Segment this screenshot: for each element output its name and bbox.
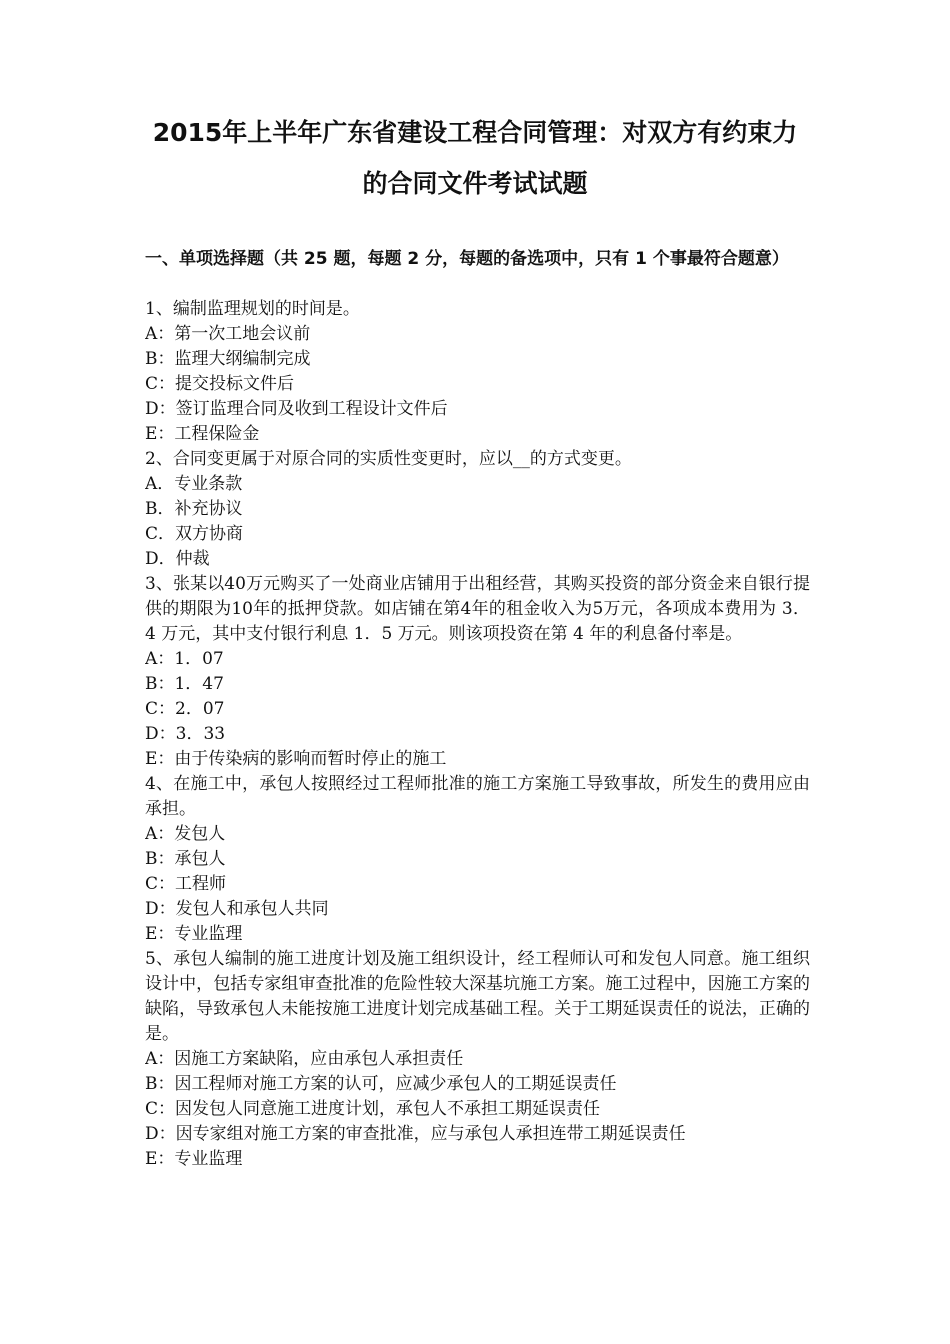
question-4-option-c: C：工程师 <box>145 874 227 894</box>
question-5-option-a: A：因施工方案缺陷，应由承包人承担责任 <box>145 1049 464 1069</box>
question-3-option-c: C：2．07 <box>145 699 225 719</box>
question-1-option-e: E：工程保险金 <box>145 424 260 444</box>
question-2-option-d: D．仲裁 <box>145 549 210 569</box>
question-3-option-e: E：由于传染病的影响而暂时停止的施工 <box>145 749 447 769</box>
question-1-option-a: A：第一次工地会议前 <box>145 324 311 344</box>
question-5-option-b: B：因工程师对施工方案的认可，应减少承包人的工期延误责任 <box>145 1074 617 1094</box>
question-5-option-d: D：因专家组对施工方案的审查批准，应与承包人承担连带工期延误责任 <box>145 1124 686 1144</box>
question-4-option-b: B：承包人 <box>145 849 226 869</box>
question-4-option-e: E：专业监理 <box>145 924 243 944</box>
question-2-option-b: B．补充协议 <box>145 499 243 519</box>
question-3-stem: 3、张某以40万元购买了一处商业店铺用于出租经营，其购买投资的部分资金来自银行提供的期限为10年的抵押贷款。如店铺在第4年的租金收入为5万元，各项成本费用为 3．4 万元，其中支付银行利息 1．5 万元。则该项投资在第 4 年的利息备付率是。 <box>145 574 810 644</box>
document-title-line-1: 2015年上半年广东省建设工程合同管理：对双方有约束力 <box>152 118 798 147</box>
question-2-option-a: A．专业条款 <box>145 474 243 494</box>
question-2-option-c: C．双方协商 <box>145 524 244 544</box>
question-4-stem: 4、在施工中，承包人按照经过工程师批准的施工方案施工导致事故，所发生的费用应由承担。 <box>145 774 810 819</box>
question-1-option-d: D：签订监理合同及收到工程设计文件后 <box>145 399 448 419</box>
question-3-option-a: A：1．07 <box>145 649 224 669</box>
question-4-option-d: D：发包人和承包人共同 <box>145 899 329 919</box>
question-5-stem: 5、承包人编制的施工进度计划及施工组织设计，经工程师认可和发包人同意。施工组织设计中，包括专家组审查批准的危险性较大深基坑施工方案。施工过程中，因施工方案的缺陷，导致承包人未能按施工进度计划完成基础工程。关于工期延误责任的说法，正确的是。 <box>145 949 810 1044</box>
question-1-option-c: C：提交投标文件后 <box>145 374 295 394</box>
question-3-option-d: D：3．33 <box>145 724 226 744</box>
question-4-option-a: A：发包人 <box>145 824 226 844</box>
question-3-option-b: B：1．47 <box>145 674 224 694</box>
question-list <box>145 297 810 1172</box>
question-5-option-e: E：专业监理 <box>145 1149 243 1169</box>
document-title-line-2: 的合同文件考试试题 <box>362 169 588 198</box>
section-heading: 一、单项选择题（共 25 题，每题 2 分，每题的备选项中，只有 1 个事最符合题意） <box>145 249 789 269</box>
question-1-stem: 1、编制监理规划的时间是。 <box>145 299 360 319</box>
question-2-stem: 2、合同变更属于对原合同的实质性变更时，应以__的方式变更。 <box>145 449 632 469</box>
question-5-option-c: C：因发包人同意施工进度计划，承包人不承担工期延误责任 <box>145 1099 601 1119</box>
question-1-option-b: B：监理大纲编制完成 <box>145 349 311 369</box>
